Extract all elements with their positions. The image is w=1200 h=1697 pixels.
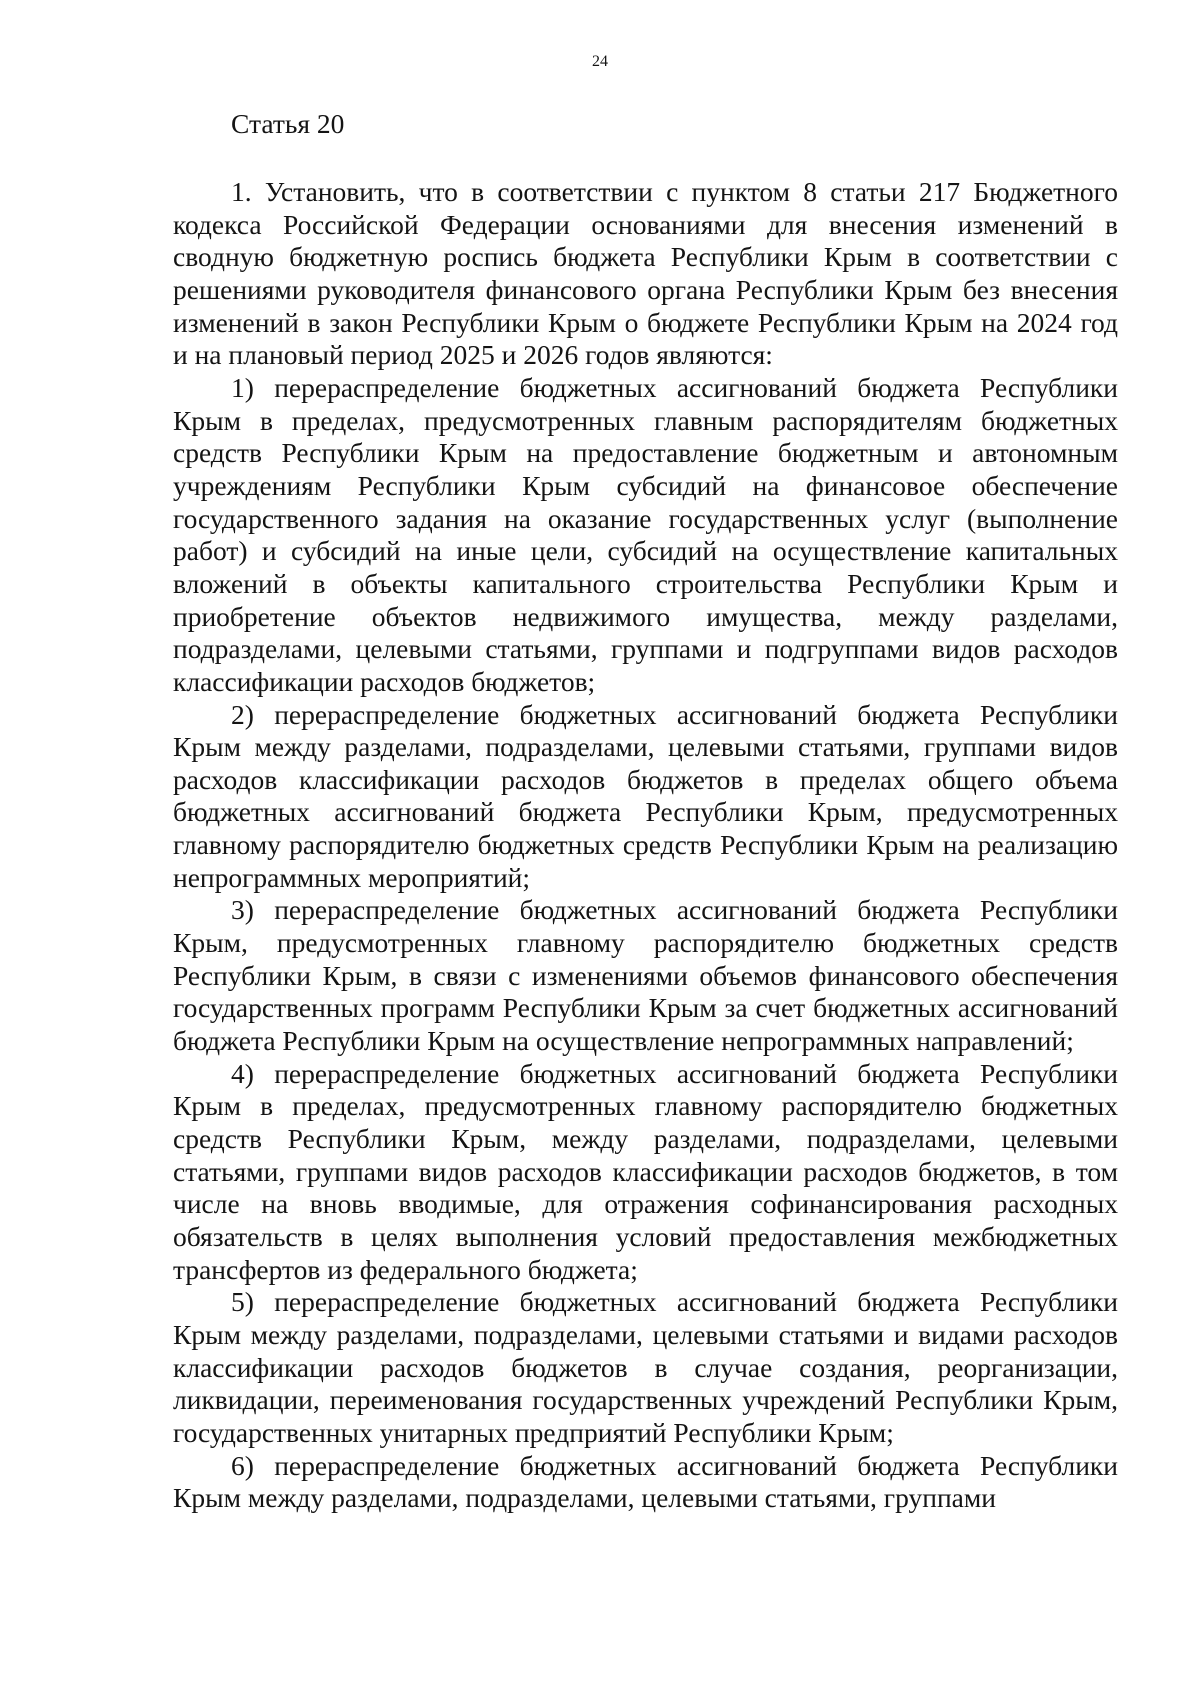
article-content [173,107,1118,1515]
list-item-4: 4) перераспределение бюджетных ассигнований бюджета Республики Крым в пределах, предусмотренных главному распорядителю бюджетных средств Республики Крым, между разделами, подразделами, целевыми статьями, группами видов расходов классификации расходов бюджетов, в том числе на вновь вводимые, для отражения софинансирования расходных обязательств в целях выполнения условий предоставления межбюджетных трансфертов из федерального бюджета; [173,1057,1118,1285]
list-item-1: 1) перераспределение бюджетных ассигнований бюджета Республики Крым в пределах, предусмотренных главным распорядителям бюджетных средств Республики Крым на предоставление бюджетным и автономным учреждениям Республики Крым субсидий на финансовое обеспечение государственного задания на оказание государственных услуг (выполнение работ) и субсидий на иные цели, субсидий на осуществление капитальных вложений в объекты капитального строительства Республики Крым и приобретение объектов недвижимого имущества, между разделами, подразделами, целевыми статьями, группами и подгруппами видов расходов классификации расходов бюджетов; [173,371,1118,697]
article-body [173,176,1118,1515]
article-heading: Статья 20 [231,108,345,139]
list-item-5: 5) перераспределение бюджетных ассигнований бюджета Республики Крым между разделами, подразделами, целевыми статьями и видами расходов классификации расходов бюджетов в случае создания, реорганизации, ликвидации, переименования государственных учреждений Республики Крым, государственных унитарных предприятий Республики Крым; [173,1286,1118,1448]
list-item-3: 3) перераспределение бюджетных ассигнований бюджета Республики Крым, предусмотренных главному распорядителю бюджетных средств Республики Крым, в связи с изменениями объемов финансового обеспечения государственных программ Республики Крым за счет бюджетных ассигнований бюджета Республики Крым на осуществление непрограммных направлений; [173,894,1118,1057]
article-paragraph-1: 1. Установить, что в соответствии с пунктом 8 статьи 217 Бюджетного кодекса Российской Федерации основаниями для внесения изменений в сводную бюджетную роспись бюджета Республики Крым в соответствии с решениями руководителя финансового органа Республики Крым без внесения изменений в закон Республики Крым о бюджете Республики Крым на 2024 год и на плановый период 2025 и 2026 годов являются: [173,176,1118,371]
list-item-6: 6) перераспределение бюджетных ассигнований бюджета Республики Крым между разделами, подразделами, целевыми статьями, группами [173,1449,1118,1514]
list-item-2: 2) перераспределение бюджетных ассигнований бюджета Республики Крым между разделами, подразделами, целевыми статьями, группами видов расходов классификации расходов бюджетов в пределах общего объема бюджетных ассигнований бюджета Республики Крым, предусмотренных главному распорядителю бюджетных средств Республики Крым на реализацию непрограммных мероприятий; [173,698,1118,893]
page-number: 24 [592,53,608,70]
